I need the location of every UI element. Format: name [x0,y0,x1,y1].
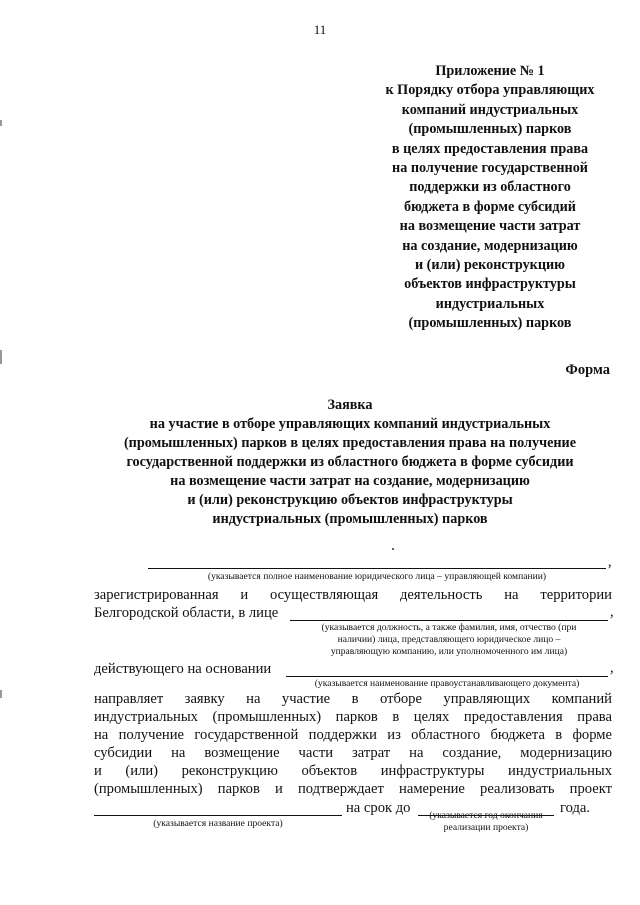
comma: , [610,604,614,620]
title-line: на участие в отборе управляющих компаний индустриальных [149,416,551,432]
title-line: на возмещение части затрат на создание, модернизацию [170,473,530,489]
appendix-line: на получение государственной [392,160,588,177]
representative-hint-line: управляющую компанию, или уполномоченного им лица) [330,646,568,657]
appendix-line: бюджета в форме субсидий [404,198,576,215]
end-year-hint-line: реализации проекта) [443,822,529,833]
appendix-line: на возмещение части затрат [399,218,581,235]
margin-mark-bottom [0,690,2,698]
region-prefix: Белгородской области, в лице [94,605,279,621]
basis-document-field[interactable] [286,676,608,677]
title-heading: Заявка [327,397,373,413]
paragraph-line: направляет заявку на участие в отборе управляющих компаний [94,691,612,707]
speck-mark [392,548,394,550]
representative-hint-line: наличии) лица, представляющего юридическое лицо – [337,634,561,645]
representative-field[interactable] [290,620,608,621]
company-name-hint: (указывается полное наименование юридического лица – управляющей компании) [207,571,547,582]
end-year-hint-line: (указывается год окончания [429,810,543,821]
comma: , [610,660,614,676]
appendix-header [360,62,620,334]
title-line: (промышленных) парков в целях предоставления права на получение [123,435,577,451]
appendix-line: Приложение № 1 [435,63,545,79]
appendix-line: к Порядку отбора управляющих [385,82,595,99]
title-line: и (или) реконструкцию объектов инфраструктуры [187,492,513,508]
paragraph-line: (промышленных) парков и подтверждает намерение реализовать проект [94,781,612,797]
margin-mark-top [0,120,2,126]
page-number: 11 [313,22,327,37]
registered-line: зарегистрированная и осуществляющая деятельность на территории [94,587,612,603]
appendix-line: и (или) реконструкцию [414,257,566,274]
appendix-line: (промышленных) парков [408,315,572,332]
appendix-line: поддержки из областного [409,179,571,196]
term-prefix: на срок до [346,800,411,816]
margin-mark-middle [0,350,2,364]
appendix-line: компаний индустриальных [401,101,579,118]
appendix-line: на создание, модернизацию [402,237,578,254]
paragraph-line: субсидии на возмещение части затрат на создание, модернизацию [94,745,612,761]
paragraph-line: и (или) реконструкцию объектов инфраструктуры индустриальных [94,763,612,779]
application-title [80,396,620,529]
paragraph-line: на получение государственной поддержки из областного бюджета в форме [94,727,612,743]
title-line: государственной поддержки из областного бюджета в форме субсидии [126,454,574,470]
form-label: Форма [565,362,610,378]
appendix-line: (промышленных) парков [408,121,572,138]
appendix-line: объектов инфраструктуры [404,276,576,293]
basis-prefix: действующего на основании [94,661,272,677]
representative-hint-line: (указывается должность, а также фамилия, имя, отчество (при [321,622,577,633]
company-name-field[interactable] [148,568,606,569]
appendix-line: индустриальных [435,295,545,312]
project-name-hint: (указывается название проекта) [153,818,283,829]
title-line: индустриальных (промышленных) парков [212,511,488,527]
appendix-line: в целях предоставления права [391,140,589,157]
basis-document-hint: (указывается наименование правоустанавливающего документа) [314,678,580,689]
year-suffix: года. [560,800,591,816]
comma: , [608,554,612,570]
paragraph-line: индустриальных (промышленных) парков в целях предоставления права [94,709,612,725]
project-name-field[interactable] [94,815,342,816]
